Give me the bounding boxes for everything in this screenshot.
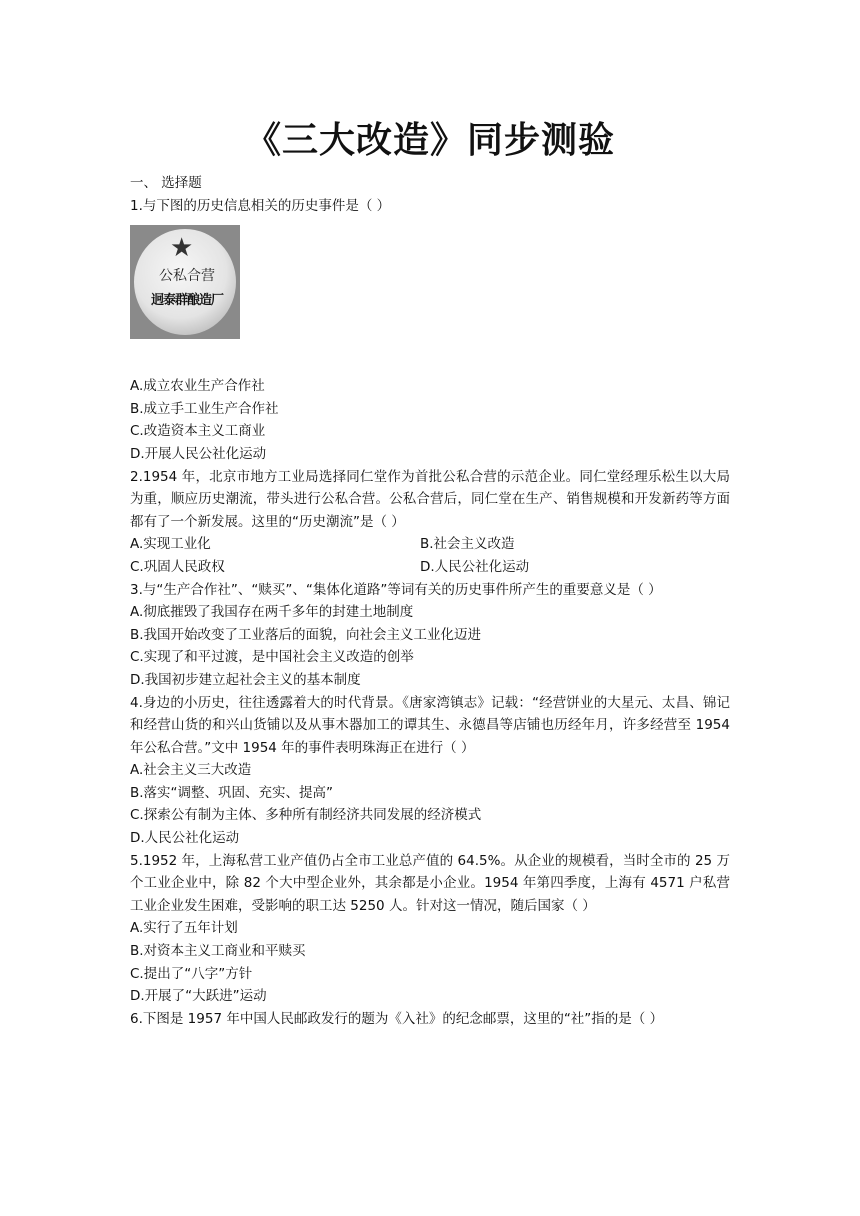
question-4-option-a: A.社会主义三大改造 <box>130 762 252 779</box>
seal-text-top: 公私合营 <box>159 268 215 285</box>
question-3-option-a: A.彻底摧毁了我国存在两千多年的封建土地制度 <box>130 604 414 621</box>
question-1-figure <box>130 217 730 375</box>
question-1-option-a: A.成立农业生产合作社 <box>130 378 265 395</box>
question-4-option-c: C.探索公有制为主体、多种所有制经济共同发展的经济模式 <box>130 807 482 824</box>
question-3-option-d: D.我国初步建立起社会主义的基本制度 <box>130 671 361 688</box>
question-3-stem: 3.与“生产合作社”、“赎买”、“集体化道路”等词有关的历史事件所产生的重要意义是（ ） <box>130 581 662 598</box>
question-5-option-d: D.开展了“大跃进”运动 <box>130 988 267 1005</box>
question-1-option-d: D.开展人民公社化运动 <box>130 445 267 462</box>
question-4-option-d: D.人民公社化运动 <box>130 830 240 847</box>
question-3-option-b: B.我国开始改变了工业落后的面貌，向社会主义工业化迈进 <box>130 626 482 643</box>
question-1-option-c: C.改造资本主义工商业 <box>130 423 266 440</box>
question-4-stem: 4.身边的小历史，往往透露着大的时代背景。《唐家湾镇志》记载：“经营饼业的大星元、太昌、锦记和经营山货的和兴山货铺以及从事木器加工的谭其生、永德昌等店铺也历经年月，许多经营至 1954 年公私合营。”文中 1954 年的事件表明珠海正在进行（ ） <box>130 694 730 756</box>
question-2-option-b: B.社会主义改造 <box>420 536 515 553</box>
question-3-option-c: C.实现了和平过渡，是中国社会主义改造的创举 <box>130 649 414 666</box>
question-2-options-row-2 <box>130 556 730 579</box>
question-1-stem: 1.与下图的历史信息相关的历史事件是（ ） <box>130 197 391 214</box>
document-body <box>130 172 730 1030</box>
question-2-option-d: D.人民公社化运动 <box>420 558 530 575</box>
question-5-stem: 5.1952 年，上海私营工业产值仍占全市工业总产值的 64.5%。从企业的规模看，当时全市的 25 万个工业企业中，除 82 个大中型企业外，其余都是小企业。1954 年第四季度，上海有 4571 户私营工业企业发生困难，受影响的职工达 5250 人。针对这一情况，随后国家（ ） <box>130 852 730 914</box>
seal-text-bottom: 迥泰群酿造厂 <box>150 293 223 309</box>
question-2-stem: 2.1954 年，北京市地方工业局选择同仁堂作为首批公私合营的示范企业。同仁堂经理乐松生以大局为重，顺应历史潮流，带头进行公私合营。公私合营后，同仁堂在生产、销售规模和开发新药等方面都有了一个新发展。这里的“历史潮流”是（ ） <box>130 468 730 530</box>
question-2-options-row-1 <box>130 533 730 556</box>
question-4-option-b: B.落实“调整、巩固、充实、提高” <box>130 784 334 801</box>
star-icon: ★ <box>170 233 194 264</box>
question-2-option-c: C.巩固人民政权 <box>130 558 225 575</box>
seal-image <box>130 225 240 339</box>
section-heading: 一、 选择题 <box>130 175 202 191</box>
document-title: 《三大改造》同步测验 <box>244 120 615 161</box>
question-5-option-b: B.对资本主义工商业和平赎买 <box>130 943 306 960</box>
question-5-option-a: A.实行了五年计划 <box>130 920 238 937</box>
question-6-stem: 6.下图是 1957 年中国人民邮政发行的题为《入社》的纪念邮票，这里的“社”指的是（ ） <box>130 1010 664 1027</box>
question-1-option-b: B.成立手工业生产合作社 <box>130 400 279 417</box>
question-5-option-c: C.提出了“八字”方针 <box>130 965 253 982</box>
question-2-option-a: A.实现工业化 <box>130 536 211 553</box>
